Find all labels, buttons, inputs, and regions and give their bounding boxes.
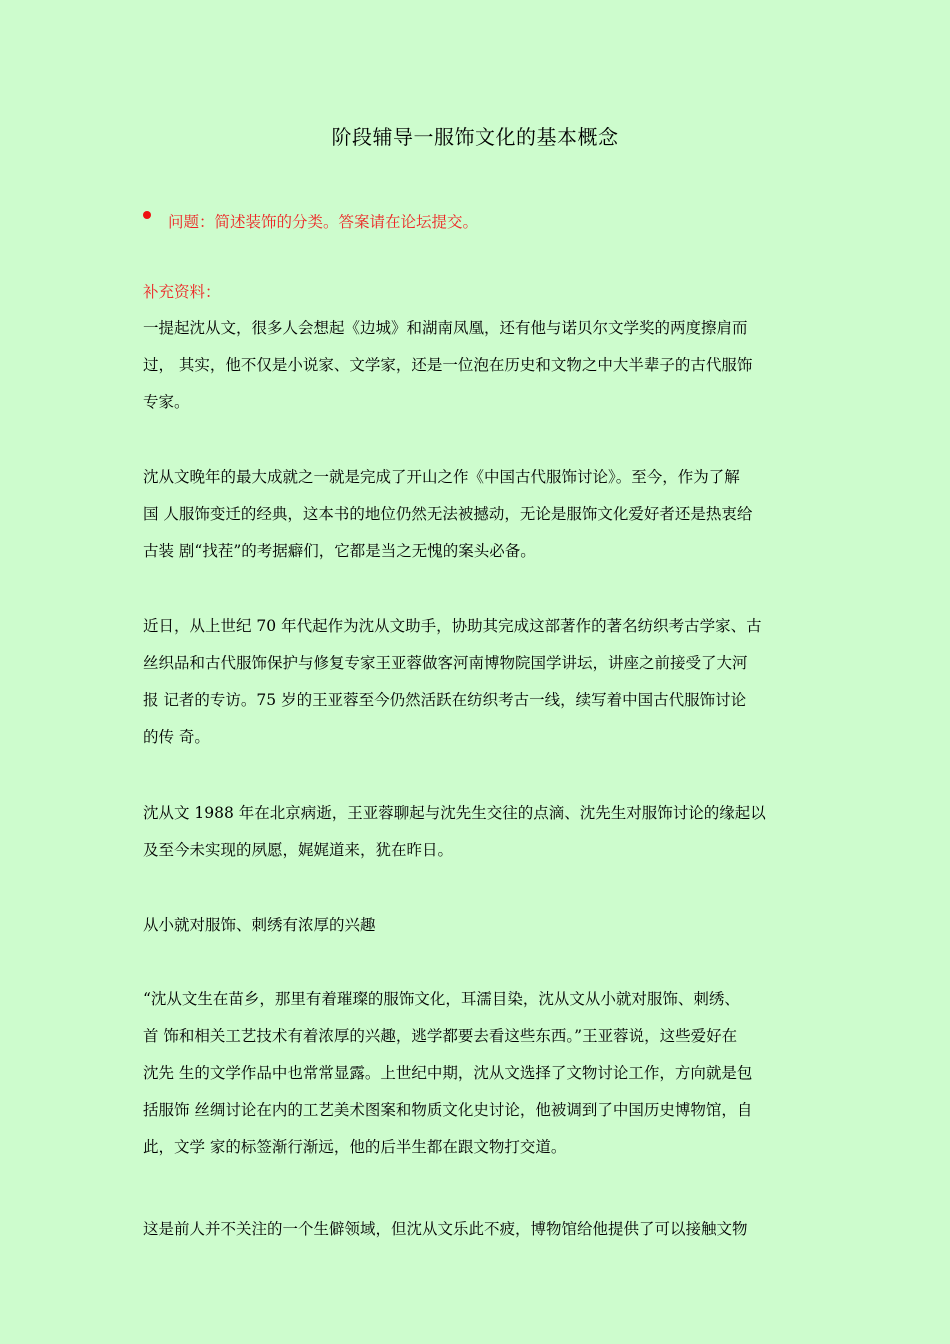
paragraph-7 <box>143 1211 823 1248</box>
paragraph-line: 从小就对服饰、刺绣有浓厚的兴趣 <box>143 916 376 934</box>
paragraph-line: 国 人服饰变迁的经典，这本书的地位仍然无法被撼动，无论是服饰文化爱好者还是热衷给 <box>143 505 753 523</box>
paragraph-line: 此，文学 家的标签渐行渐远，他的后半生都在跟文物打交道。 <box>143 1138 567 1156</box>
question-item <box>143 210 478 234</box>
paragraph-line: 过， 其实，他不仅是小说家、文学家，还是一位泡在历史和文物之中大半辈子的古代服饰 <box>143 356 753 374</box>
paragraph-2 <box>143 459 823 570</box>
paragraph-line: 专家。 <box>143 393 190 411</box>
paragraph-line: 首 饰和相关工艺技术有着浓厚的兴趣，逃学都要去看这些东西。”王亚蓉说，这些爱好在 <box>143 1027 738 1045</box>
question-text: 问题：简述装饰的分类。答案请在论坛提交。 <box>168 213 479 231</box>
paragraph-line: 的传 奇。 <box>143 728 210 746</box>
paragraph-line: “沈从文生在苗乡，那里有着璀璨的服饰文化，耳濡目染，沈从文从小就对服饰、刺绣、 <box>143 990 740 1008</box>
supplement-label: 补充资料： <box>143 283 221 301</box>
paragraph-line: 沈从文 1988 年在北京病逝，王亚蓉聊起与沈先生交往的点滴、沈先生对服饰讨论的缘起以 <box>143 804 766 822</box>
section-subheading <box>143 907 823 944</box>
paragraph-line: 及至今未实现的夙愿，娓娓道来，犹在昨日。 <box>143 841 454 859</box>
paragraph-line: 这是前人并不关注的一个生僻领域，但沈从文乐此不疲，博物馆给他提供了可以接触文物 <box>143 1220 748 1238</box>
paragraph-3 <box>143 608 823 756</box>
paragraph-line: 古装 剧“找茬”的考据癖们，它都是当之无愧的案头必备。 <box>143 542 536 560</box>
paragraph-6 <box>143 981 823 1166</box>
page-title: 阶段辅导一服饰文化的基本概念 <box>331 125 619 149</box>
paragraph-line: 括服饰 丝绸讨论在内的工艺美术图案和物质文化史讨论，他被调到了中国历史博物馆，自 <box>143 1101 753 1119</box>
paragraph-line: 丝织品和古代服饰保护与修复专家王亚蓉做客河南博物院国学讲坛，讲座之前接受了大河 <box>143 654 748 672</box>
paragraph-line: 报 记者的专访。75 岁的王亚蓉至今仍然活跃在纺织考古一线，续写着中国古代服饰讨论 <box>143 691 747 709</box>
paragraph-line: 近日，从上世纪 70 年代起作为沈从文助手，协助其完成这部著作的著名纺织考古学家、古 <box>143 617 762 635</box>
paragraph-4 <box>143 795 823 869</box>
paragraph-line: 沈从文晚年的最大成就之一就是完成了开山之作《中国古代服饰讨论》。至今，作为了解 <box>143 468 740 486</box>
paragraph-line: 沈先 生的文学作品中也常常显露。上世纪中期，沈从文选择了文物讨论工作，方向就是包 <box>143 1064 753 1082</box>
paragraph-line: 一提起沈从文，很多人会想起《边城》和湖南凤凰，还有他与诺贝尔文学奖的两度擦肩而 <box>143 319 748 337</box>
bullet-icon <box>143 211 151 219</box>
paragraph-1 <box>143 310 823 421</box>
